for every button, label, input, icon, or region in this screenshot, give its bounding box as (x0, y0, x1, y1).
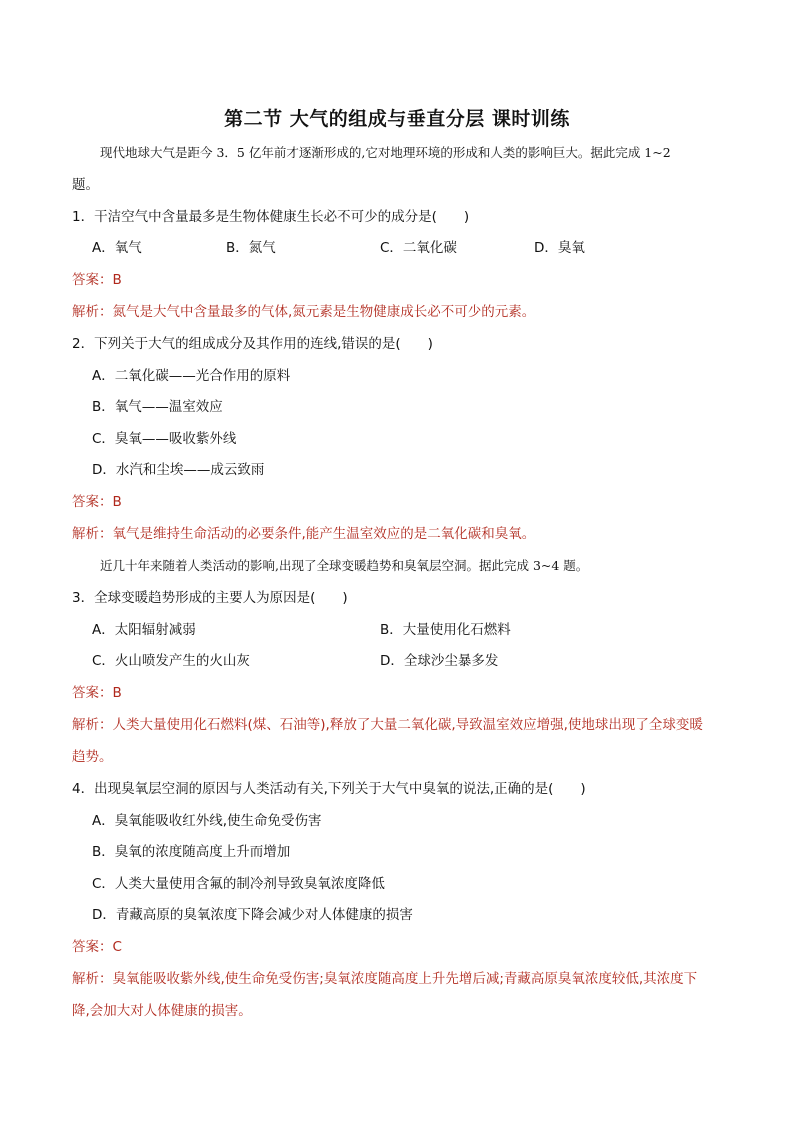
passage-1-line-1: 现代地球大气是距今 3．5 亿年前才逐渐形成的,它对地理环境的形成和人类的影响巨大。据此完成 1~2 (100, 145, 671, 160)
question-4-option-a: A．臭氧能吸收红外线,使生命免受伤害 (92, 813, 322, 829)
question-2-analysis: 解析：氧气是维持生命活动的必要条件,能产生温室效应的是二氧化碳和臭氧。 (72, 526, 536, 542)
question-1-answer: 答案：B (72, 272, 122, 288)
question-4-option-b: B．臭氧的浓度随高度上升而增加 (92, 844, 291, 860)
question-4-option-d: D．青藏高原的臭氧浓度下降会减少对人体健康的损害 (92, 907, 413, 923)
passage-1-line-2: 题。 (72, 177, 99, 193)
question-2-answer: 答案：B (72, 494, 122, 510)
question-1-analysis: 解析：氮气是大气中含量最多的气体,氮元素是生物健康成长必不可少的元素。 (72, 304, 536, 320)
question-3-analysis-line-2: 趋势。 (72, 749, 113, 765)
question-3-answer: 答案：B (72, 685, 122, 701)
page-title: 第二节 大气的组成与垂直分层 课时训练 (224, 108, 570, 130)
question-4-analysis-line-1: 解析：臭氧能吸收紫外线,使生命免受伤害;臭氧浓度随高度上升先增后减;青藏高原臭氧浓度较低,其浓度下 (72, 971, 698, 987)
question-3-option-c: C．火山喷发产生的火山灰 (92, 653, 250, 669)
question-4-option-c: C．人类大量使用含氟的制冷剂导致臭氧浓度降低 (92, 876, 385, 892)
passage-2-line-1: 近几十年来随着人类活动的影响,出现了全球变暖趋势和臭氧层空洞。据此完成 3~4 题。 (100, 558, 589, 573)
question-3-option-a: A．太阳辐射减弱 (92, 622, 196, 638)
question-2-stem: 2．下列关于大气的组成成分及其作用的连线,错误的是( ) (72, 336, 433, 352)
question-2-option-b: B．氧气——温室效应 (92, 399, 223, 415)
question-1-option-c: C．二氧化碳 (380, 240, 457, 256)
question-2-option-a: A．二氧化碳——光合作用的原料 (92, 368, 291, 384)
question-3-option-d: D．全球沙尘暴多发 (380, 653, 499, 669)
question-3-option-b: B．大量使用化石燃料 (380, 622, 511, 638)
question-3-stem: 3．全球变暖趋势形成的主要人为原因是( ) (72, 590, 348, 606)
question-1-option-a: A．氧气 (92, 240, 142, 256)
question-4-stem: 4．出现臭氧层空洞的原因与人类活动有关,下列关于大气中臭氧的说法,正确的是( ) (72, 781, 586, 797)
question-4-answer: 答案：C (72, 939, 122, 955)
question-1-stem: 1．干洁空气中含量最多是生物体健康生长必不可少的成分是( ) (72, 209, 470, 225)
question-2-option-d: D．水汽和尘埃——成云致雨 (92, 462, 265, 478)
question-1-option-b: B．氮气 (226, 240, 276, 256)
question-3-analysis-line-1: 解析：人类大量使用化石燃料(煤、石油等),释放了大量二氧化碳,导致温室效应增强,使地球出现了全球变暖 (72, 717, 703, 733)
question-1-option-d: D．臭氧 (534, 240, 585, 256)
question-2-option-c: C．臭氧——吸收紫外线 (92, 431, 237, 447)
question-4-analysis-line-2: 降,会加大对人体健康的损害。 (72, 1003, 252, 1019)
